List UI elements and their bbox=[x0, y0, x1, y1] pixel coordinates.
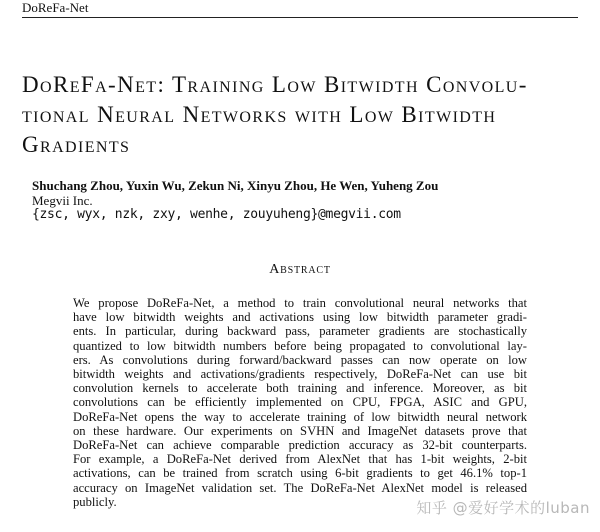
abstract-line: convolution kernels to accelerate both training and inference. Moreover, as bit bbox=[73, 381, 527, 396]
abstract-heading: Abstract bbox=[269, 262, 331, 277]
watermark: 知乎 @爱好学术的luban bbox=[416, 499, 590, 517]
title-line: tional Neural Networks with Low Bitwidth bbox=[22, 102, 497, 127]
header-rule bbox=[22, 17, 578, 18]
abstract-line: DoReFa-Net can achieve comparable prediction accuracy as 32-bit counterparts. bbox=[73, 438, 527, 453]
author-emails: {zsc, wyx, nzk, zxy, wenhe, zouyuheng}@megvii.com bbox=[32, 207, 401, 222]
affiliation: Megvii Inc. bbox=[32, 193, 93, 208]
abstract-line: publicly. bbox=[73, 494, 117, 509]
author-list: Shuchang Zhou, Yuxin Wu, Zekun Ni, Xinyu Zhou, He Wen, Yuheng Zou bbox=[32, 178, 439, 193]
abstract-body bbox=[73, 296, 527, 509]
paper-title bbox=[22, 70, 582, 160]
abstract-line: bitwidth weights and activations/gradients respectively, DoReFa-Net can use bit bbox=[73, 367, 527, 382]
abstract-line: We propose DoReFa-Net, a method to train convolutional neural networks that bbox=[73, 296, 527, 310]
title-line: DoReFa-Net: Training Low Bitwidth Convolu- bbox=[22, 72, 528, 97]
running-header: DoReFa-Net bbox=[22, 0, 89, 15]
abstract-line: have low bitwidth weights and activations using low bitwidth parameter gradi- bbox=[73, 310, 527, 325]
abstract-line: on these hardware. Our experiments on SVHN and ImageNet datasets prove that bbox=[73, 423, 527, 438]
abstract-line: For example, a DoReFa-Net derived from AlexNet that has 1-bit weights, 2-bit bbox=[73, 452, 527, 467]
abstract-line: accuracy on ImageNet validation set. The DoReFa-Net AlexNet model is released bbox=[73, 480, 527, 495]
abstract-line: activations, can be trained from scratch using 6-bit gradients to get 46.1% top-1 bbox=[73, 466, 527, 481]
abstract-line: ents. In particular, during backward pass, parameter gradients are stochastically bbox=[73, 324, 527, 339]
abstract-line: quantized to low bitwidth numbers before being propagated to convolutional lay- bbox=[73, 338, 527, 353]
abstract-line: ers. As convolutions during forward/backward passes can now operate on low bbox=[73, 352, 527, 367]
abstract-line: DoReFa-Net opens the way to accelerate training of low bitwidth neural network bbox=[73, 409, 527, 424]
abstract-line: convolutions can be efficiently implemented on CPU, FPGA, ASIC and GPU, bbox=[73, 395, 527, 410]
title-line: Gradients bbox=[22, 132, 131, 157]
